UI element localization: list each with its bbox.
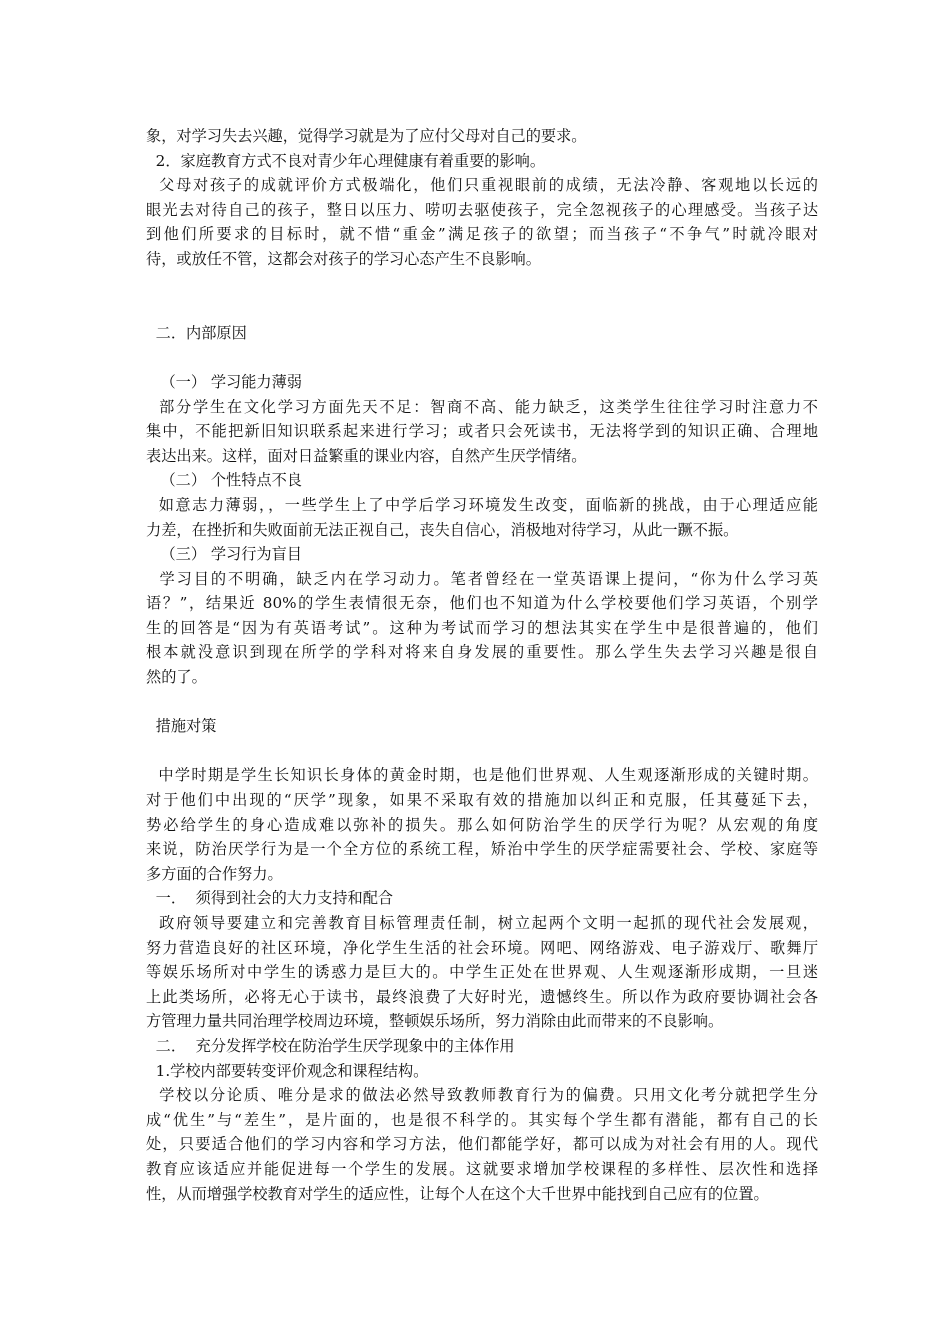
paragraph <box>146 567 818 690</box>
text-line: 多方面的合作努力。 <box>146 864 283 883</box>
text-line: 集中，不能把新旧知识联系起来进行学习；或者只会死读书，无法将学到的知识正确、合理地 <box>146 422 818 441</box>
paragraph <box>146 1083 818 1206</box>
paragraph <box>146 149 818 174</box>
text-line: 待，或放任不管，这都会对孩子的学习心态产生不良影响。 <box>146 249 541 268</box>
text-line: 对于他们中出现的“厌学”现象，如果不采取有效的措施加以纠正和克服，任其蔓延下去， <box>146 791 818 810</box>
text-line: 来说，防治厌学行为是一个全方位的系统工程，矫治中学生的厌学症需要社会、学校、家庭等 <box>146 840 818 859</box>
paragraph <box>146 763 818 886</box>
text-line: 学习目的不明确，缺乏内在学习动力。笔者曾经在一堂英语课上提问，“你为什么学习英 <box>146 569 818 588</box>
text-line: 性，从而增强学校教育对学生的适应性，让每个人在这个大千世界中能找到自己应有的位置。 <box>146 1184 769 1203</box>
text-line: 教育应该适应并能促进每一个学生的发展。这就要求增加学校课程的多样性、层次性和选择 <box>146 1159 818 1178</box>
paragraph <box>146 1059 818 1084</box>
blank-line <box>146 739 818 764</box>
text-line: 等娱乐场所对中学生的诱惑力是巨大的。中学生正处在世界观、人生观逐渐形成期，一旦迷 <box>146 963 818 982</box>
text-line: 语？”，结果近 80%的学生表情很无奈，他们也不知道为什么学校要他们学习英语，个别学 <box>146 594 818 613</box>
paragraph <box>146 886 818 911</box>
paragraph <box>146 468 818 493</box>
paragraph <box>146 173 818 271</box>
text-line: 二． 充分发挥学校在防治学生厌学现象中的主体作用 <box>146 1036 515 1055</box>
paragraph <box>146 714 818 739</box>
text-line: 努力营造良好的社区环境，净化学生生活的社会环境。网吧、网络游戏、电子游戏厅、歌舞厅 <box>146 938 818 957</box>
paragraph <box>146 911 818 1034</box>
text-line: （二） 个性特点不良 <box>146 471 302 490</box>
text-line: 然的了。 <box>146 668 207 687</box>
text-line: （三） 学习行为盲目 <box>146 545 302 564</box>
paragraph <box>146 395 818 469</box>
text-line: 中学时期是学生长知识长身体的黄金时期，也是他们世界观、人生观逐渐形成的关键时期。 <box>146 766 818 785</box>
paragraph <box>146 493 818 542</box>
blank-line <box>146 345 818 370</box>
text-line: 势必给学生的身心造成难以弥补的损失。那么如何防治学生的厌学行为呢？从宏观的角度 <box>146 815 818 834</box>
text-line: 上此类场所，必将无心于读书，最终浪费了大好时光，遗憾终生。所以作为政府要协调社会各 <box>146 987 818 1006</box>
text-line: 政府领导要建立和完善教育目标管理责任制，树立起两个文明一起抓的现代社会发展观， <box>146 914 818 932</box>
document-page <box>146 124 818 1206</box>
text-line: 到他们所要求的目标时，就不惜“重金”满足孩子的欲望；而当孩子“不争气”时就冷眼对 <box>146 225 818 244</box>
text-line: 2．家庭教育方式不良对青少年心理健康有着重要的影响。 <box>146 151 546 170</box>
text-line: 表达出来。这样，面对日益繁重的课业内容，自然产生厌学情绪。 <box>146 446 587 465</box>
blank-line <box>146 272 818 321</box>
text-line: 成“优生”与“差生”，是片面的，也是很不科学的。其实每个学生都有潜能，都有自己的长 <box>146 1110 818 1129</box>
text-line: 一． 须得到社会的大力支持和配合 <box>146 889 394 908</box>
paragraph <box>146 1034 818 1059</box>
text-line: 父母对孩子的成就评价方式极端化，他们只重视眼前的成绩，无法冷静、客观地以长远的 <box>146 176 818 195</box>
text-line: 生的回答是“因为有英语考试”。这种为考试而学习的想法其实在学生中是很普遍的，他们 <box>146 618 818 637</box>
paragraph <box>146 124 818 149</box>
text-line: 学校以分论质、唯分是求的做法必然导致教师教育行为的偏费。只用文化考分就把学生分 <box>146 1086 818 1105</box>
paragraph <box>146 542 818 567</box>
text-line: 二．内部原因 <box>146 323 247 342</box>
text-line: 1.学校内部要转变评价观念和课程结构。 <box>146 1061 429 1080</box>
paragraph <box>146 370 818 395</box>
text-line: 处，只要适合他们的学习内容和学习方法，他们都能学好，都可以成为对社会有用的人。现代 <box>146 1135 818 1154</box>
text-line: 如意志力薄弱，，一些学生上了中学后学习环境发生改变，面临新的挑战，由于心理适应能 <box>146 495 818 514</box>
paragraph <box>146 321 818 346</box>
text-line: 方管理力量共同治理学校周边环境，整顿娱乐场所，努力消除由此而带来的不良影响。 <box>146 1012 724 1031</box>
text-line: 部分学生在文化学习方面先天不足：智商不高、能力缺乏，这类学生往往学习时注意力不 <box>146 397 818 416</box>
text-line: （一） 学习能力薄弱 <box>146 372 302 391</box>
text-line: 措施对策 <box>146 717 217 736</box>
text-line: 力差，在挫折和失败面前无法正视自己，丧失自信心，消极地对待学习，从此一蹶不振。 <box>146 520 739 539</box>
text-line: 根本就没意识到现在所学的学科对将来自身发展的重要性。那么学生失去学习兴趣是很自 <box>146 643 818 662</box>
text-line: 象，对学习失去兴趣，觉得学习就是为了应付父母对自己的要求。 <box>146 127 587 145</box>
blank-line <box>146 690 818 715</box>
text-line: 眼光去对待自己的孩子，整日以压力、唠叨去驱使孩子，完全忽视孩子的心理感受。当孩子达 <box>146 200 818 219</box>
